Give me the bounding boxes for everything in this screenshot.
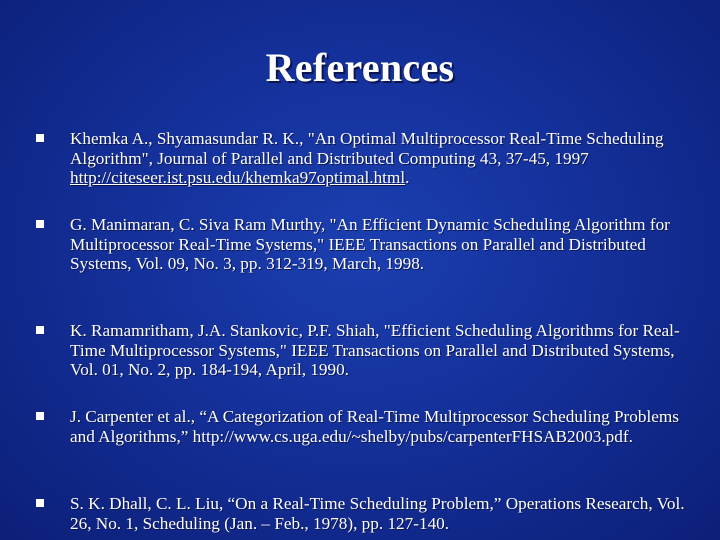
square-bullet-icon [36,499,44,507]
square-bullet-icon [36,326,44,334]
reference-item [36,129,686,188]
square-bullet-icon [36,220,44,228]
reference-text [70,129,686,188]
reference-citation: Khemka A., Shyamasundar R. K., "An Optimal Multiprocessor Real-Time Scheduling Algorithm", Journal of Parallel and Distributed Computing 43, 37-45, 1997 [70,129,664,168]
reference-text: J. Carpenter et al., “A Categorization of Real-Time Multiprocessor Scheduling Problems and Algorithms,” http://www.cs.uga.edu/~shelby/pubs/carpenterFHSAB2003.pdf. [70,407,679,446]
reference-item [36,407,686,446]
reference-text: G. Manimaran, C. Siva Ram Murthy, "An Efficient Dynamic Scheduling Algorithm for Multiprocessor Real-Time Systems," IEEE Transactions on Parallel and Distributed Systems, Vol. 09, No. 3, pp. 312-319, March, 1998. [70,215,670,273]
reference-item [36,494,686,533]
reference-item [36,321,686,380]
reference-period: . [405,168,410,187]
reference-text: K. Ramamritham, J.A. Stankovic, P.F. Shiah, "Efficient Scheduling Algorithms for Real-Time Multiprocessor Systems," IEEE Transactions on Parallel and Distributed Systems, Vol. 01, No. 2, pp. 184-194, April, 1990. [70,321,680,379]
citeseer-link[interactable]: http://citeseer.ist.psu.edu/khemka97optimal.html [70,168,406,187]
reference-item [36,215,686,274]
square-bullet-icon [36,412,44,420]
reference-text: S. K. Dhall, C. L. Liu, “On a Real-Time Scheduling Problem,” Operations Research, Vol. 26, No. 1, Scheduling (Jan. – Feb., 1978), pp. 127-140. [70,494,685,533]
page-title: References [265,45,455,90]
square-bullet-icon [36,134,44,142]
